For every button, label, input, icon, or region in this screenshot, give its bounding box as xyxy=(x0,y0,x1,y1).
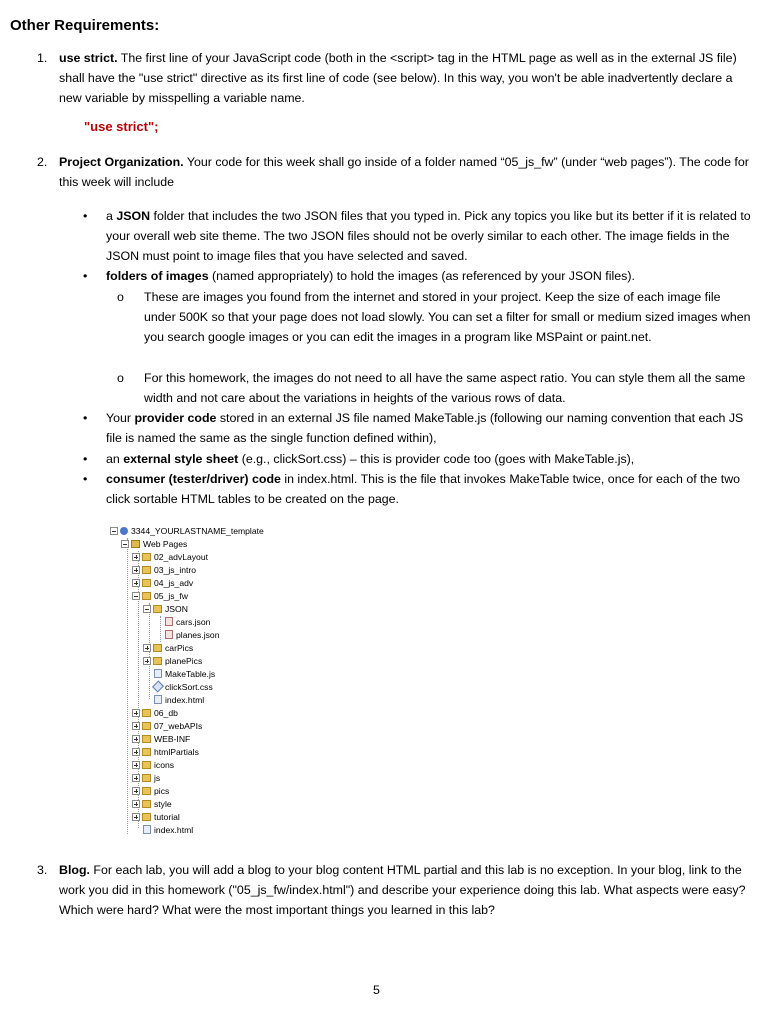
item-number: 3. xyxy=(37,863,48,877)
tree-node-file[interactable] xyxy=(143,824,193,837)
section-heading: Other Requirements: xyxy=(10,17,160,34)
tree-node-file[interactable] xyxy=(165,629,219,642)
expand-icon[interactable] xyxy=(132,566,140,574)
tree-node-label: WEB-INF xyxy=(154,734,191,744)
tree-node-folder[interactable] xyxy=(132,733,190,746)
folder-icon xyxy=(142,800,151,808)
folder-icon xyxy=(142,787,151,795)
bullet-bold: external style sheet xyxy=(123,452,239,466)
circle-bullet-icon: o xyxy=(117,290,124,304)
expand-icon[interactable] xyxy=(143,657,151,665)
tree-node-project[interactable] xyxy=(110,525,264,538)
use-strict-code: "use strict"; xyxy=(84,119,159,134)
tree-node-label: icons xyxy=(154,760,175,770)
subbullet-image-size xyxy=(117,287,753,347)
folder-icon xyxy=(153,657,162,665)
tree-node-label: htmlPartials xyxy=(154,747,199,757)
tree-node-label: 02_advLayout xyxy=(154,552,208,562)
tree-node-folder-05[interactable] xyxy=(132,590,188,603)
tree-node-label: JSON xyxy=(165,604,188,614)
project-file-tree xyxy=(110,525,300,840)
bullet-text: stored in an external JS file named MakeTable.js (following our naming convention that each JS file is named the same as the single function defined within), xyxy=(106,411,744,445)
html-file-icon xyxy=(143,825,151,834)
bullet-dot-icon: • xyxy=(83,209,88,223)
expand-icon[interactable] xyxy=(143,644,151,652)
tree-node-label: MakeTable.js xyxy=(165,669,216,679)
expand-icon[interactable] xyxy=(132,748,140,756)
tree-node-folder[interactable] xyxy=(132,772,160,785)
bullet-bold: JSON xyxy=(116,209,151,223)
folder-icon xyxy=(142,566,151,574)
folder-icon xyxy=(142,761,151,769)
tree-node-label: pics xyxy=(154,786,170,796)
tree-node-folder[interactable] xyxy=(132,811,180,824)
tree-node-label: 06_db xyxy=(154,708,178,718)
bullet-image-folders xyxy=(83,266,753,286)
tree-node-folder[interactable] xyxy=(132,564,196,577)
subbullet-text: These are images you found from the internet and stored in your project. Keep the size of each image file under 500K so that your page does not load slowly. You can set a filter for small or medium sized images when you search google images or you can edit the images in a program like MSPaint or paint.net. xyxy=(144,290,751,344)
folder-icon xyxy=(142,774,151,782)
css-file-icon xyxy=(152,680,164,692)
expand-icon[interactable] xyxy=(132,722,140,730)
project-icon xyxy=(120,527,128,535)
tree-node-label: planePics xyxy=(165,656,203,666)
subbullet-text: For this homework, the images do not need to all have the same aspect ratio. You can style them all the same width and not care about the variations in heights of the various rows of data. xyxy=(144,371,746,405)
tree-node-file[interactable] xyxy=(154,694,204,707)
bullet-consumer-code xyxy=(83,469,753,509)
item-title: Blog. xyxy=(59,863,90,877)
tree-node-label: style xyxy=(154,799,172,809)
tree-node-label: clickSort.css xyxy=(165,682,213,692)
bullet-text: a xyxy=(106,209,117,223)
tree-node-label: cars.json xyxy=(176,617,211,627)
tree-node-label: carPics xyxy=(165,643,194,653)
tree-node-folder[interactable] xyxy=(132,720,202,733)
json-file-icon xyxy=(165,617,173,626)
bullet-style-sheet xyxy=(83,449,753,469)
bullet-text: (e.g., clickSort.css) – this is provider code too (goes with MakeTable.js), xyxy=(238,452,635,466)
tree-node-folder[interactable] xyxy=(143,642,193,655)
collapse-icon[interactable] xyxy=(121,540,129,548)
folder-icon xyxy=(153,605,162,613)
expand-icon[interactable] xyxy=(132,709,140,717)
folder-icon xyxy=(142,709,151,717)
item-number: 2. xyxy=(37,155,48,169)
item-text: For each lab, you will add a blog to your blog content HTML partial and this lab is no exception. In your blog, link to the work you did in this homework ("05_js_fw/index.html") and describe your experience doing this lab. What aspects were easy? Which were hard? What were the most important things you learned in this lab? xyxy=(59,863,746,917)
requirement-item-3 xyxy=(37,860,752,920)
bullet-dot-icon: • xyxy=(83,452,88,466)
expand-icon[interactable] xyxy=(132,787,140,795)
tree-node-folder[interactable] xyxy=(132,577,193,590)
expand-icon[interactable] xyxy=(132,800,140,808)
bullet-provider-code xyxy=(83,408,753,448)
requirement-item-1 xyxy=(37,48,752,108)
folder-icon xyxy=(142,748,151,756)
item-text: Your code for this week shall go inside of a folder named “05_js_fw” (under “web pages”). The code for this week will include xyxy=(59,155,749,189)
tree-node-label: index.html xyxy=(165,695,205,705)
tree-node-label: Web Pages xyxy=(143,539,188,549)
expand-icon[interactable] xyxy=(132,579,140,587)
folder-icon xyxy=(142,553,151,561)
html-file-icon xyxy=(154,695,162,704)
tree-node-label: 05_js_fw xyxy=(154,591,188,601)
collapse-icon[interactable] xyxy=(132,592,140,600)
tree-node-label: planes.json xyxy=(176,630,220,640)
tree-node-folder[interactable] xyxy=(132,785,169,798)
bullet-bold: provider code xyxy=(134,411,217,425)
js-file-icon xyxy=(154,669,162,678)
tree-node-label: 07_webAPIs xyxy=(154,721,203,731)
tree-node-folder[interactable] xyxy=(132,707,178,720)
page-number: 5 xyxy=(373,983,380,997)
folder-icon xyxy=(142,722,151,730)
bullet-dot-icon: • xyxy=(83,411,88,425)
json-file-icon xyxy=(165,630,173,639)
tree-node-label: 03_js_intro xyxy=(154,565,197,575)
tree-node-json-folder[interactable] xyxy=(143,603,188,616)
bullet-bold: consumer (tester/driver) code xyxy=(106,472,281,486)
bullet-dot-icon: • xyxy=(83,472,88,486)
bullet-dot-icon: • xyxy=(83,269,88,283)
folder-icon xyxy=(142,592,151,600)
expand-icon[interactable] xyxy=(132,774,140,782)
tree-node-file[interactable] xyxy=(165,616,210,629)
expand-icon[interactable] xyxy=(132,553,140,561)
tree-node-folder[interactable] xyxy=(132,798,172,811)
collapse-icon[interactable] xyxy=(110,527,118,535)
tree-node-label: 04_js_adv xyxy=(154,578,194,588)
expand-icon[interactable] xyxy=(132,813,140,821)
collapse-icon[interactable] xyxy=(143,605,151,613)
item-title: use strict. xyxy=(59,51,118,65)
bullet-text: Your xyxy=(106,411,135,425)
subbullet-aspect-ratio xyxy=(117,368,753,408)
expand-icon[interactable] xyxy=(132,735,140,743)
requirement-item-2 xyxy=(37,152,752,192)
item-number: 1. xyxy=(37,51,48,65)
folder-icon xyxy=(142,579,151,587)
bullet-bold: folders of images xyxy=(106,269,209,283)
bullet-text: (named appropriately) to hold the images (as referenced by your JSON files). xyxy=(208,269,635,283)
expand-icon[interactable] xyxy=(132,761,140,769)
tree-node-folder[interactable] xyxy=(132,746,199,759)
tree-node-web-pages[interactable] xyxy=(121,538,187,551)
item-title: Project Organization. xyxy=(59,155,184,169)
bullet-text: folder that includes the two JSON files that you typed in. Pick any topics you like but its better if it is related to your overall web site theme. The two JSON files should not be overly similar to each other. The image fields in the JSON must point to image files that you have selected and saved. xyxy=(106,209,751,263)
tree-node-label: 3344_YOURLASTNAME_template xyxy=(131,526,264,536)
tree-node-folder[interactable] xyxy=(143,655,202,668)
tree-node-file[interactable] xyxy=(154,681,213,694)
circle-bullet-icon: o xyxy=(117,371,124,385)
folder-icon xyxy=(142,813,151,821)
bullet-json-folder xyxy=(83,206,753,266)
folder-icon xyxy=(131,540,140,548)
bullet-text: an xyxy=(106,452,124,466)
item-text: The first line of your JavaScript code (both in the <script> tag in the HTML page as well as in the external JS file) shall have the "use strict" directive as its first line of code (see below). In this way, you won't be able inadvertently declare a new variable by misspelling a variable name. xyxy=(59,51,737,105)
bullet-text: in index.html. This is the file that invokes MakeTable twice, once for each of the two click sortable HTML tables to be created on the page. xyxy=(106,472,741,506)
tree-node-label: js xyxy=(154,773,161,783)
tree-node-file[interactable] xyxy=(154,668,215,681)
folder-icon xyxy=(142,735,151,743)
tree-node-folder[interactable] xyxy=(132,759,174,772)
tree-node-label: tutorial xyxy=(154,812,180,822)
tree-node-folder[interactable] xyxy=(132,551,208,564)
folder-icon xyxy=(153,644,162,652)
tree-node-label: index.html xyxy=(154,825,194,835)
